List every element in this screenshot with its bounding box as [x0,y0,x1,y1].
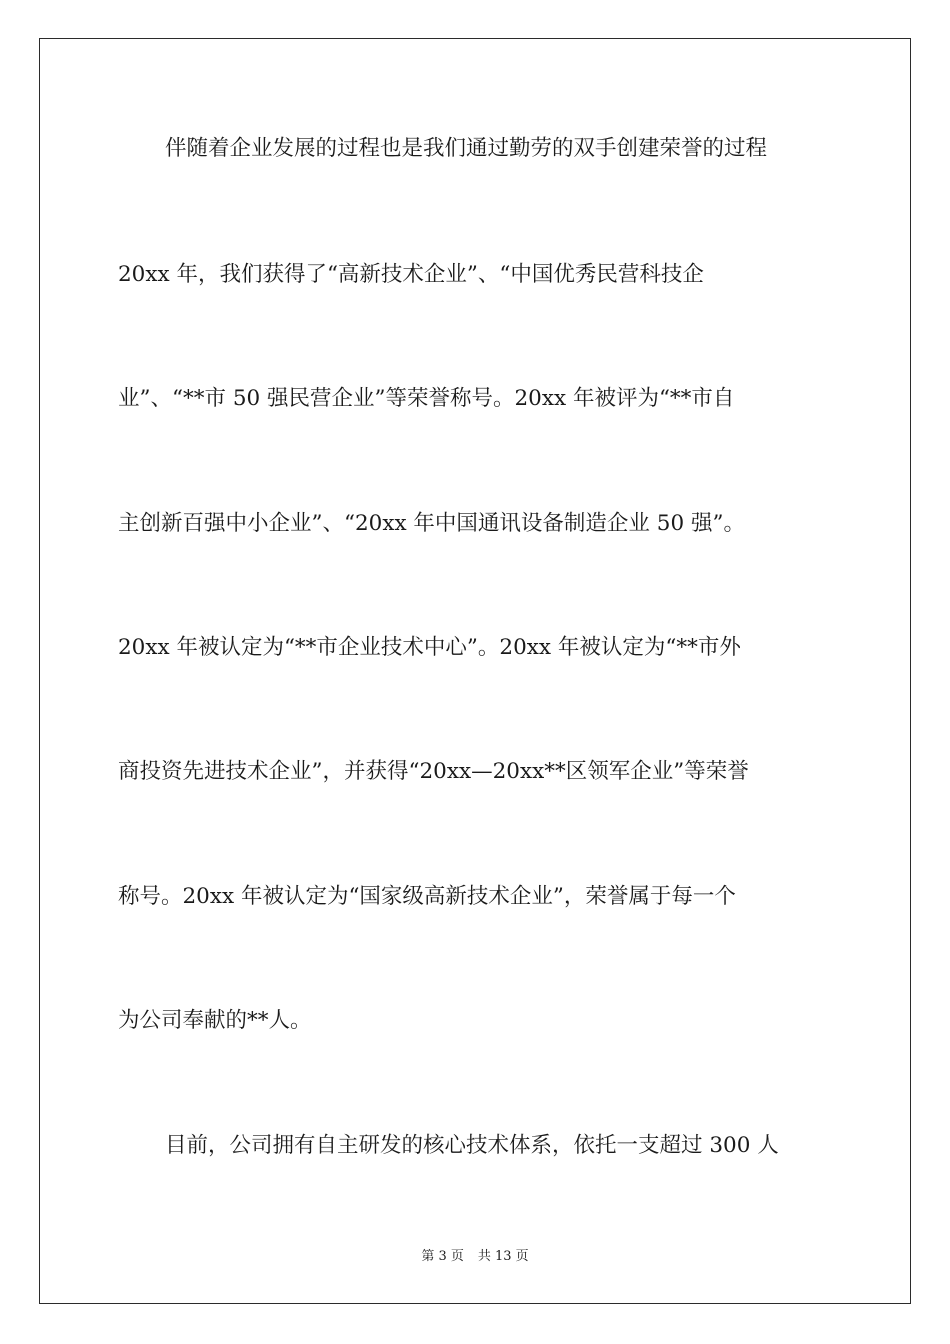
paragraph-line-3: 业”、“**市 50 强民营企业”等荣誉称号。20xx 年被评为“**市自 [118,386,735,411]
paragraph-line-8: 为公司奉献的**人。 [118,1008,312,1033]
page-number: 第 3 页 [421,1249,464,1264]
paragraph-line-5: 20xx 年被认定为“**市企业技术中心”。20xx 年被认定为“**市外 [118,635,741,660]
paragraph-line-4: 主创新百强中小企业”、“20xx 年中国通讯设备制造企业 50 强”。 [118,511,745,536]
page-border [39,38,911,1304]
paragraph-line-2: 20xx 年，我们获得了“高新技术企业”、“中国优秀民营科技企 [118,262,704,287]
paragraph-line-7: 称号。20xx 年被认定为“国家级高新技术企业”，荣誉属于每一个 [118,884,736,909]
paragraph-line-9: 目前，公司拥有自主研发的核心技术体系，依托一支超过 300 人 [165,1133,779,1158]
paragraph-line-1: 伴随着企业发展的过程也是我们通过勤劳的双手创建荣誉的过程 [165,136,768,161]
page-footer [0,1248,950,1266]
page-total: 共 13 页 [477,1249,529,1264]
paragraph-line-6: 商投资先进技术企业”，并获得“20xx—20xx**区领军企业”等荣誉 [118,759,749,784]
